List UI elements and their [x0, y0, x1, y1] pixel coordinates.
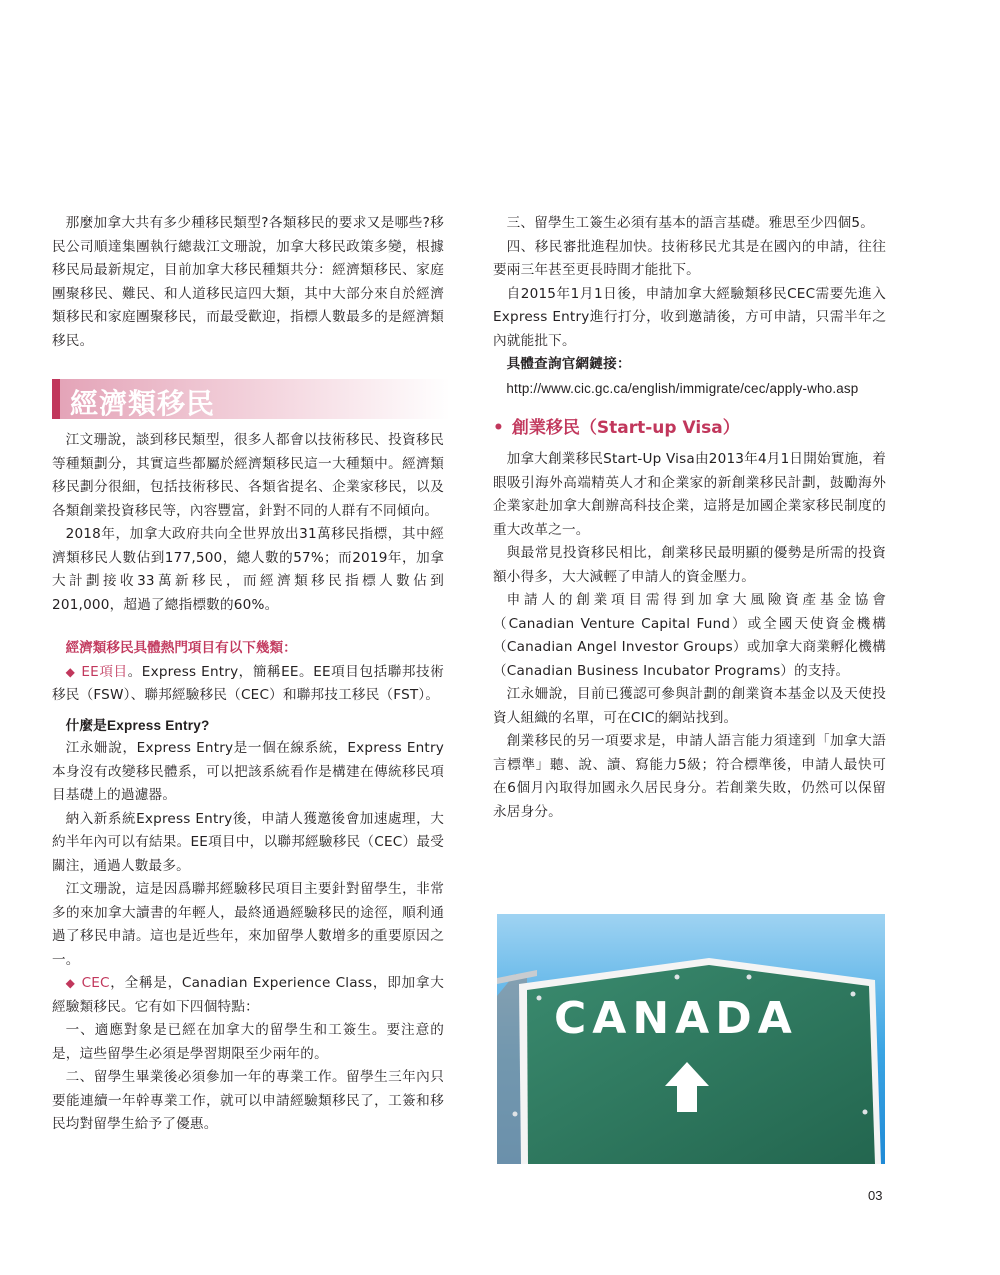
ee-paragraph — [52, 661, 444, 708]
cec-point: 自2015年1月1日後，申請加拿大經驗類移民CEC需要先進入Express Entry進行打分，收到邀請後，方可申請，只需半年之內就能批下。 — [493, 285, 886, 349]
ee-paragraph-body: 江文珊說，這是因爲聯邦經驗移民項目主要針對留學生，非常多的來加拿大讀書的年輕人，最終通過經驗移民的途徑，順利通過了移民申請。這也是近些年，來加留學人數增多的重要原因之一。 — [52, 881, 444, 968]
cec-text: ，全稱是，Canadian Experience Class，即加拿大經驗類移民。它有如下四個特點： — [52, 975, 444, 1015]
startup-paragraph: 加拿大創業移民Start-Up Visa由2013年4月1日開始實施，着眼吸引海外高端精英人才和企業家的新創業移民計劃，鼓勵海外企業家赴加拿大創辦高科技企業，這將是加國企業家移民制度的重大改革之一。 — [493, 451, 886, 538]
bolt — [675, 975, 680, 980]
canada-sign-photo — [497, 914, 885, 1164]
cec-point: 二、留學生畢業後必須參加一年的專業工作。留學生三年內只要能連續一年幹專業工作，就可以申請經驗類移民了，工簽和移民均對留學生給予了優惠。 — [52, 1069, 444, 1132]
cec-term: CEC — [81, 975, 110, 991]
section-paragraph: 2018年，加拿大政府共向全世界放出31萬移民指標，其中經濟類移民人數佔到177,500，總人數的57%；而2019年，加拿大計劃接收33萬新移民，而經濟類移民指標人數佔到201,000，超過了總指標數的60%。 — [52, 526, 444, 613]
intro-paragraph: 那麼加拿大共有多少種移民類型?各類移民的要求又是哪些?移民公司順達集團執行總裁江文珊說，加拿大移民政策多變，根據移民局最新規定，目前加拿大移民種類共分：經濟類移民、家庭團聚移民、難民、和人道移民這四大類，其中大部分來自於經濟類移民和家庭團聚移民，而最受歡迎，指標人數最多的是經濟類移民。 — [52, 215, 444, 349]
cec-point: 三、留學生工簽生必須有基本的語言基礎。雅思至少四個5。 — [506, 215, 875, 231]
startup-heading — [493, 414, 886, 442]
section-title: 經濟類移民 — [70, 387, 216, 420]
startup-paragraph: 創業移民的另一項要求是，申請人語言能力須達到「加拿大語言標準」聽、說、讀、寫能力5級；符合標準後，申請人最快可在6個月內取得加國永久居民身分。若創業失敗，仍然可以保留永居身分。 — [493, 733, 886, 820]
startup-paragraph: 江永姍說，目前已獲認可參與計劃的創業資本基金以及天使投資人組織的名單，可在CIC的網站找到。 — [493, 686, 886, 726]
bolt — [747, 975, 752, 980]
bolt — [863, 1110, 868, 1115]
cec-paragraph — [52, 972, 444, 1019]
bullet-dot-icon: • — [493, 418, 504, 438]
sign-text: CANADA — [554, 993, 798, 1044]
section-header-bar — [52, 379, 60, 419]
ee-question: 什麼是Express Entry? — [65, 717, 210, 733]
hot-items-heading: 經濟類移民具體熱門項目有以下幾類： — [65, 640, 297, 656]
startup-paragraph: 申請人的創業項目需得到加拿大風險資產基金協會（Canadian Venture Capital Fund）或全國天使資金機構（Canadian Angel Investor Groups）或加拿大商業孵化機構（Canadian Business Incubator Programs）的支持。 — [493, 592, 886, 679]
page-number: 03 — [868, 1188, 883, 1203]
official-link-url[interactable]: http://www.cic.gc.ca/english/immigrate/cec/apply-who.asp — [506, 380, 859, 396]
ee-paragraph-body: 江永姍說，Express Entry是一個在線系統，Express Entry本身沒有改變移民體系，可以把該系統看作是構建在傳統移民項目基礎上的過濾器。 — [52, 740, 444, 803]
bolt — [537, 996, 542, 1001]
cec-point: 四、移民審批進程加快。技術移民尤其是在國內的申請，往往要兩三年甚至更長時間才能批下。 — [493, 238, 886, 278]
startup-paragraph: 與最常見投資移民相比，創業移民最明顯的優勢是所需的投資額小得多，大大減輕了申請人的資金壓力。 — [493, 545, 886, 585]
bolt — [513, 1112, 518, 1117]
ee-paragraph-body: 納入新系統Express Entry後，申請人獲邀後會加速處理，大約半年內可以有結果。EE項目中，以聯邦經驗移民（CEC）最受關注，通過人數最多。 — [52, 810, 444, 874]
ee-text: 。Express Entry，簡稱EE。EE項目包括聯邦技術移民（FSW）、聯邦經驗移民（CEC）和聯邦技工移民（FST）。 — [52, 663, 444, 703]
right-column — [493, 212, 886, 824]
startup-heading-text: 創業移民（Start-up Visa） — [511, 418, 740, 438]
diamond-bullet-icon: ◆ — [65, 976, 76, 990]
section-paragraph: 江文珊說，談到移民類型，很多人都會以技術移民、投資移民等種類劃分，其實這些都屬於經濟類移民這一大種類中。經濟類移民劃分很細，包括技術移民、各類省提名、企業家移民，以及各類創業投資移民等，內容豐富，針對不同的人群有不同傾向。 — [52, 432, 444, 519]
bolt — [851, 992, 856, 997]
diamond-bullet-icon: ◆ — [65, 664, 76, 679]
official-link-label: 具體查詢官網鏈接： — [506, 356, 631, 372]
ee-term: EE項目 — [81, 663, 128, 680]
cec-point: 一、適應對象是已經在加拿大的留學生和工簽生。要注意的是，這些留學生必須是學習期限至少兩年的。 — [52, 1022, 444, 1062]
left-column — [52, 212, 444, 1137]
canada-sign-illustration — [497, 914, 885, 1164]
section-header-band — [52, 379, 444, 419]
